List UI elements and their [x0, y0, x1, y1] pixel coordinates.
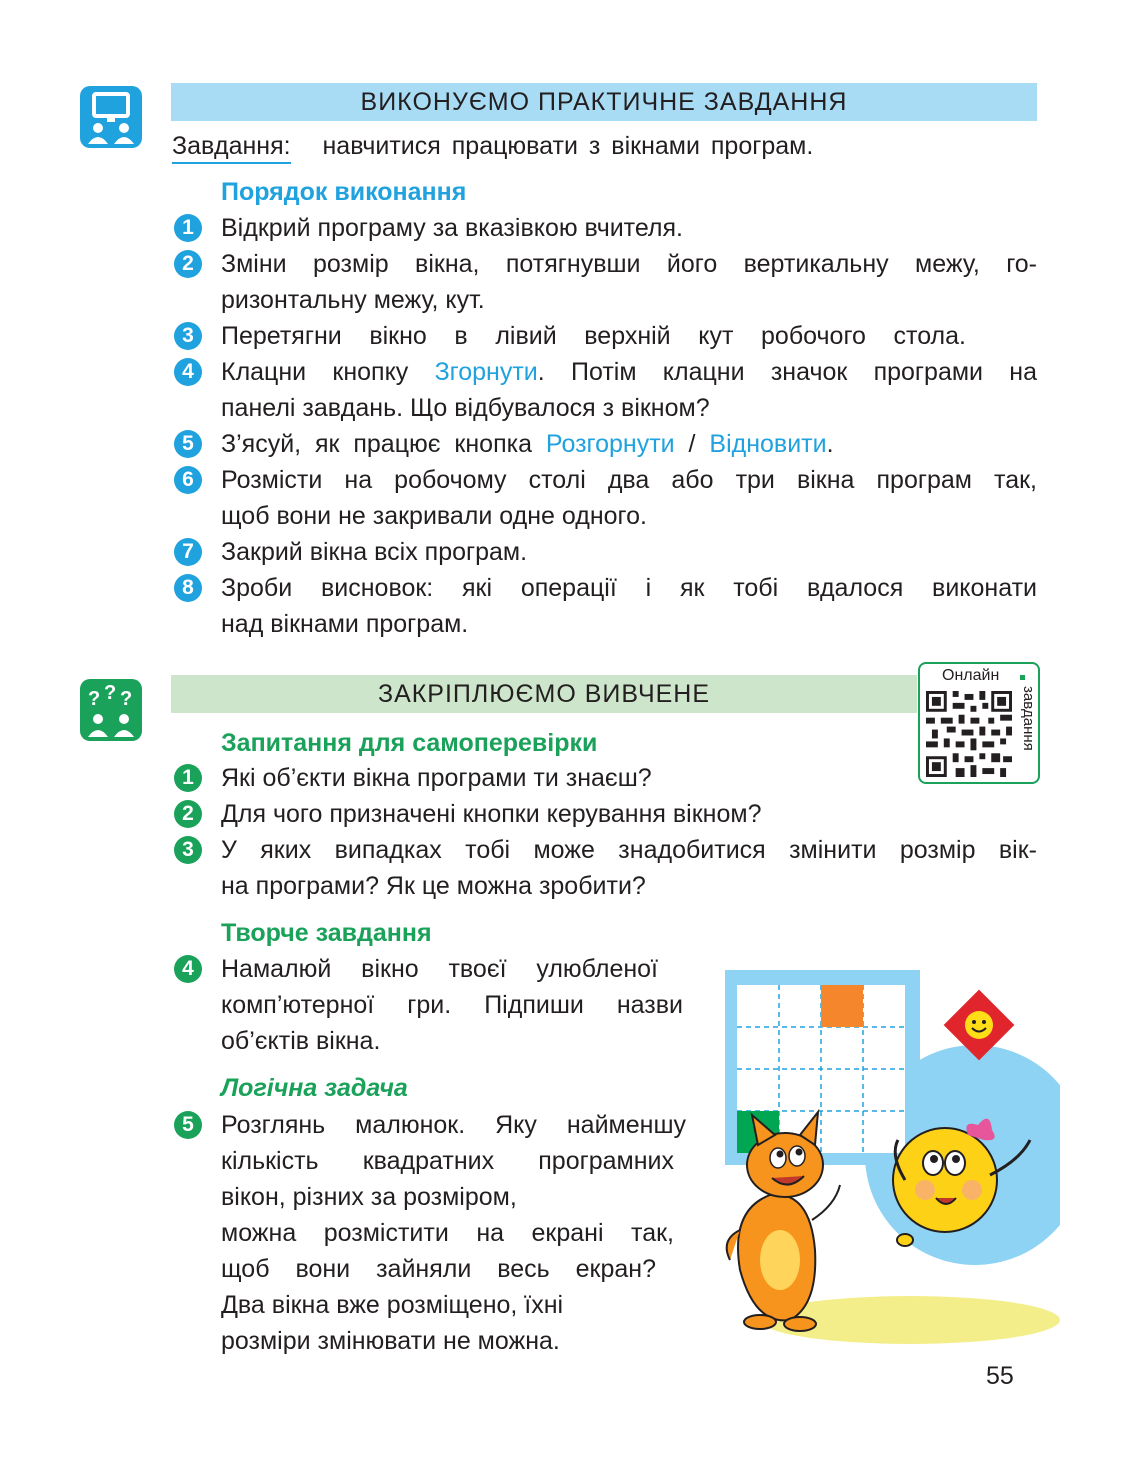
question-number-1: 1 [174, 764, 202, 792]
minimize-term: Згорнути [434, 358, 538, 386]
questions-icon [80, 679, 142, 741]
svg-text:?: ? [88, 688, 101, 710]
creative-line-3: об’єктів вікна. [221, 1027, 381, 1055]
online-task-box[interactable] [918, 662, 1040, 784]
logic-line-6: Два вікна вже розміщено, їхні [221, 1291, 564, 1319]
puzzle-illustration [700, 960, 1060, 1350]
svg-text:?: ? [104, 682, 117, 704]
step-5-text [221, 426, 834, 462]
step-1-text: Відкрий програму за вказівкою вчителя. [221, 214, 683, 242]
consolidation-heading: ЗАКРІПЛЮЄМО ВИВЧЕНЕ [171, 675, 917, 713]
task-label: Завдання: [172, 132, 291, 164]
step-4-line-1 [221, 354, 1037, 390]
step-7-text: Закрий вікна всіх програм. [221, 538, 528, 566]
online-vertical-label: завдання [1020, 686, 1037, 751]
task-statement [172, 128, 813, 164]
step-5-text-a: З’ясуй, як працює кнопка [221, 430, 546, 458]
creative-line-1: Намалюй вікно твоєї улюбленої [221, 955, 658, 983]
step-8-line-1: Зроби висновок: які операції і як тобі вдалося виконати [221, 574, 1037, 602]
logic-line-7: розміри змінювати не можна. [221, 1327, 560, 1355]
question-number-2: 2 [174, 800, 202, 828]
step-number-4: 4 [174, 358, 202, 386]
step-6-line-2: щоб вони не закривали одне одного. [221, 502, 647, 530]
step-2-line-1: Зміни розмір вікна, потягнувши його вертикальну межу, го- [221, 250, 1037, 278]
creative-subheading: Творче завдання [221, 919, 432, 947]
step-5-separator: / [674, 430, 710, 458]
step-4-line-2: панелі завдань. Що відбувалося з вікном? [221, 394, 710, 422]
question-1-text: Які об’єкти вікна програми ти знаєш? [221, 764, 652, 792]
question-3-line-1: У яких випадках тобі може знадобитися змінити розмір вік- [221, 836, 1037, 864]
step-2-line-2: ризонтальну межу, кут. [221, 286, 485, 314]
step-6-line-1: Розмісти на робочому столі два або три вікна програм так, [221, 466, 1037, 494]
question-number-3: 3 [174, 836, 202, 864]
online-dot [1020, 675, 1025, 680]
question-2-text: Для чого призначені кнопки керування вікном? [221, 800, 762, 828]
step-number-1: 1 [174, 214, 202, 242]
maximize-term: Розгорнути [545, 430, 675, 458]
logic-number-5: 5 [174, 1111, 202, 1139]
step-4-text-a: Клацни кнопку [221, 358, 435, 386]
page-number: 55 [986, 1362, 1014, 1390]
logic-line-5: щоб вони зайняли весь екран? [221, 1255, 656, 1283]
step-number-2: 2 [174, 250, 202, 278]
question-3-line-2: на програми? Як це можна зробити? [221, 872, 646, 900]
practical-task-heading: ВИКОНУЄМО ПРАКТИЧНЕ ЗАВДАННЯ [171, 83, 1037, 121]
svg-text:?: ? [120, 688, 133, 710]
computer-lesson-icon [80, 86, 142, 148]
creative-number-4: 4 [174, 955, 202, 983]
procedure-subheading: Порядок виконання [221, 178, 467, 206]
step-number-8: 8 [174, 574, 202, 602]
step-number-3: 3 [174, 322, 202, 350]
task-text: навчитися працювати з вікнами програм. [322, 132, 814, 160]
restore-term: Відновити [709, 430, 827, 458]
qr-code-icon[interactable] [926, 691, 1012, 777]
self-check-subheading: Запитання для самоперевірки [221, 729, 598, 757]
orange-window [821, 985, 863, 1027]
logic-line-2: кількість квадратних програмних [221, 1147, 674, 1175]
step-8-line-2: над вікнами програм. [221, 610, 469, 638]
logic-line-3: вікон, різних за розміром, [221, 1183, 517, 1211]
logic-subheading: Логічна задача [221, 1074, 408, 1102]
online-label: Онлайн [942, 667, 1000, 684]
step-4-text-b: . Потім клацни значок програми на [537, 358, 1037, 386]
logic-line-1: Розглянь малюнок. Яку найменшу [221, 1111, 686, 1139]
step-number-7: 7 [174, 538, 202, 566]
step-5-text-b: . [826, 430, 834, 458]
creative-line-2: комп’ютерної гри. Підпиши назви [221, 991, 683, 1019]
logic-line-4: можна розмістити на екрані так, [221, 1219, 674, 1247]
step-3-text: Перетягни вікно в лівий верхній кут робочого стола. [221, 322, 966, 350]
step-number-5: 5 [174, 430, 202, 458]
step-number-6: 6 [174, 466, 202, 494]
